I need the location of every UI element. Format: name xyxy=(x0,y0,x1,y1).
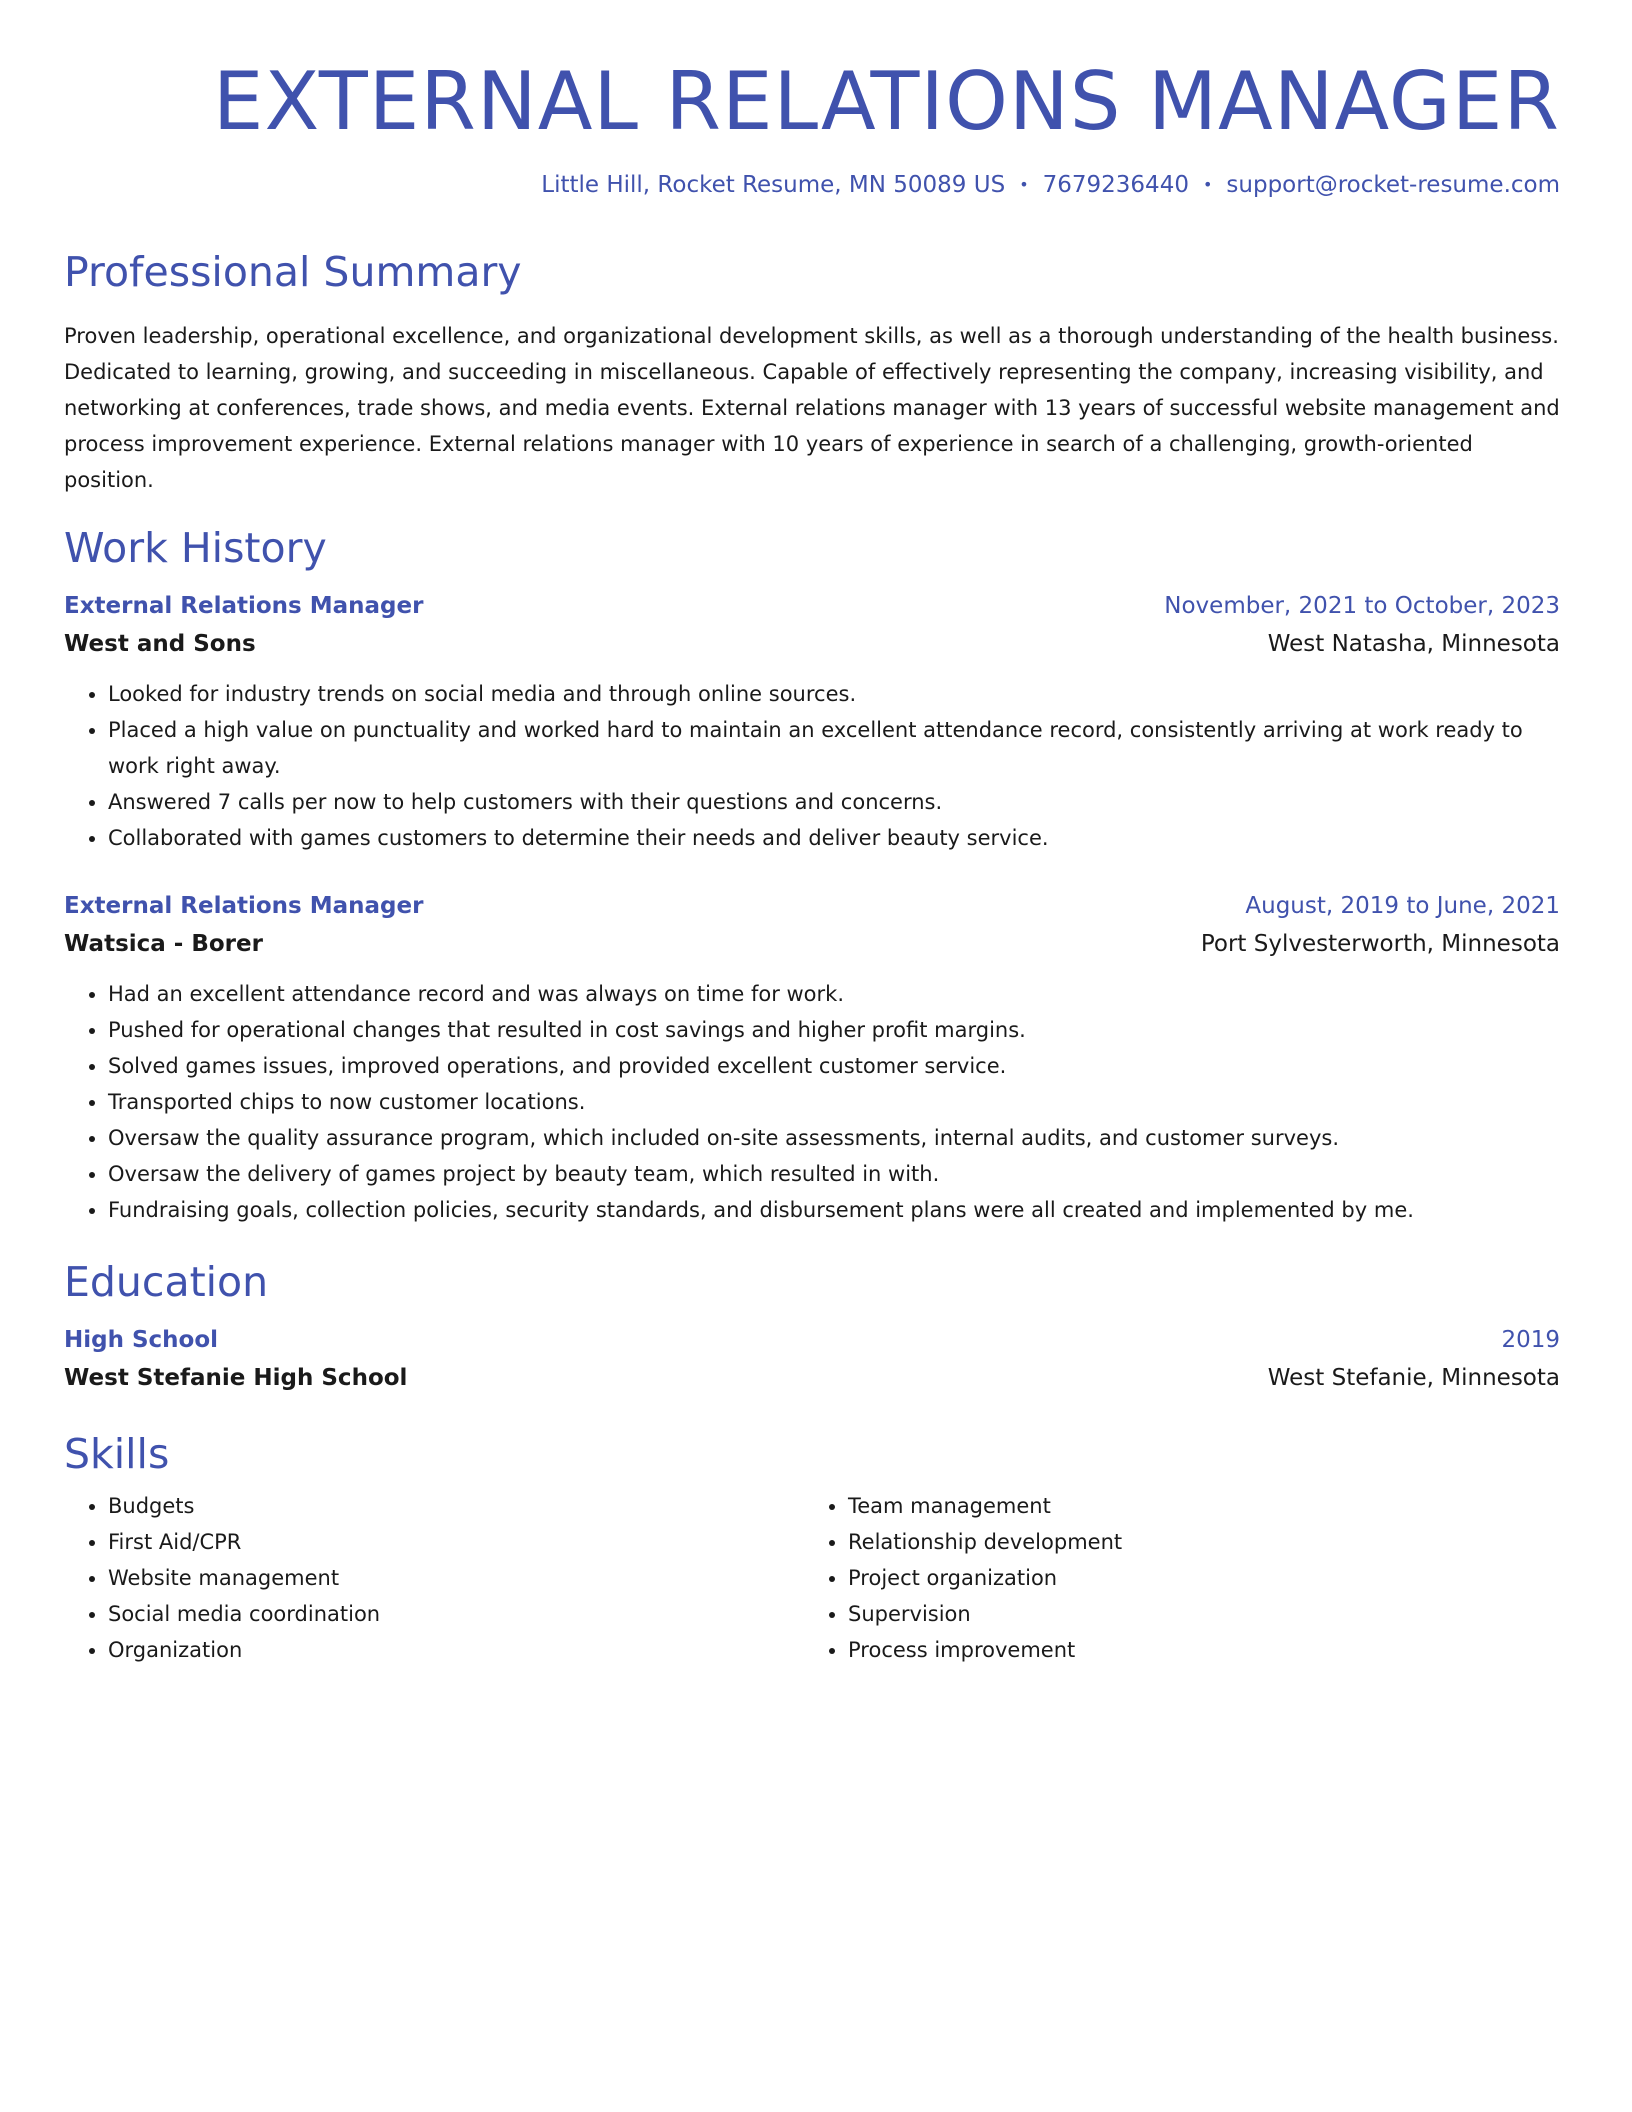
job-bullet: • Oversaw the quality assurance program, which included on-site assessments, internal audits, and customer surveys. xyxy=(108,1120,1560,1156)
skill-item: • First Aid/CPR xyxy=(108,1524,804,1560)
skills-grid xyxy=(64,1488,1560,1668)
job-dates: August, 2019 to June, 2021 xyxy=(1245,893,1560,919)
contact-separator: • xyxy=(1019,175,1029,194)
education-location: West Stefanie, Minnesota xyxy=(1267,1365,1560,1391)
summary-heading: Professional Summary xyxy=(64,248,522,296)
education-degree: High School xyxy=(64,1327,219,1353)
resume-page xyxy=(64,52,1560,1668)
job-bullet: • Pushed for operational changes that resulted in cost savings and higher profit margins. xyxy=(108,1012,1560,1048)
skills-column-right xyxy=(804,1488,1544,1668)
job-location: Port Sylvesterworth, Minnesota xyxy=(1200,931,1560,957)
skill-item: • Organization xyxy=(108,1632,804,1668)
job-role: External Relations Manager xyxy=(64,593,424,619)
resume-name: EXTERNAL RELATIONS MANAGER xyxy=(212,55,1560,148)
education-heading: Education xyxy=(64,1258,269,1306)
job-entry xyxy=(64,588,1560,856)
skills-column-left xyxy=(64,1488,804,1668)
job-bullet: • Transported chips to now customer locations. xyxy=(108,1084,1560,1120)
job-bullet: • Collaborated with games customers to determine their needs and deliver beauty service. xyxy=(108,820,1560,856)
skills-heading: Skills xyxy=(64,1430,170,1478)
education-school: West Stefanie High School xyxy=(64,1365,408,1391)
skill-item: • Team management xyxy=(848,1488,1544,1524)
job-bullets xyxy=(64,676,1560,856)
contact-address: Little Hill, Rocket Resume, MN 50089 US xyxy=(541,172,1006,198)
job-bullet: • Placed a high value on punctuality and worked hard to maintain an excellent attendance record, consistently arriving at work ready to work right away. xyxy=(108,712,1560,784)
job-dates: November, 2021 to October, 2023 xyxy=(1164,593,1560,619)
skill-item: • Relationship development xyxy=(848,1524,1544,1560)
job-company: West and Sons xyxy=(64,631,256,657)
job-entry xyxy=(64,888,1560,1228)
skill-item: • Supervision xyxy=(848,1596,1544,1632)
work-history-heading: Work History xyxy=(64,524,327,572)
contact-separator: • xyxy=(1202,175,1213,194)
contact-phone: 7679236440 xyxy=(1042,172,1189,198)
job-bullet: • Oversaw the delivery of games project by beauty team, which resulted in with. xyxy=(108,1156,1560,1192)
skill-item: • Website management xyxy=(108,1560,804,1596)
skill-item: • Project organization xyxy=(848,1560,1544,1596)
education-entry xyxy=(64,1322,1560,1398)
contact-line xyxy=(64,170,1560,200)
job-bullet: • Had an excellent attendance record and was always on time for work. xyxy=(108,976,1560,1012)
job-bullet: • Answered 7 calls per now to help customers with their questions and concerns. xyxy=(108,784,1560,820)
job-role: External Relations Manager xyxy=(64,893,424,919)
job-company: Watsica - Borer xyxy=(64,931,263,957)
contact-email: support@rocket-resume.com xyxy=(1226,172,1560,198)
job-location: West Natasha, Minnesota xyxy=(1267,631,1560,657)
job-bullet: • Fundraising goals, collection policies, security standards, and disbursement plans were all created and implemented by me. xyxy=(108,1192,1560,1228)
job-bullet: • Solved games issues, improved operations, and provided excellent customer service. xyxy=(108,1048,1560,1084)
skill-item: • Process improvement xyxy=(848,1632,1544,1668)
job-bullet: • Looked for industry trends on social media and through online sources. xyxy=(108,676,1560,712)
skill-item: • Budgets xyxy=(108,1488,804,1524)
job-bullets xyxy=(64,976,1560,1228)
summary-text: Proven leadership, operational excellence, and organizational development skills, as well as a thorough understanding of the health business. Dedicated to learning, growing, and succeeding in miscellaneous. Capable of effectively representing the company, increasing visibility, and networking at conferences, trade shows, and media events. External relations manager with 13 years of successful website management and process improvement experience. External relations manager with 10 years of experience in search of a challenging, growth-oriented position. xyxy=(64,324,1560,492)
education-year: 2019 xyxy=(1501,1327,1560,1353)
skill-item: • Social media coordination xyxy=(108,1596,804,1632)
